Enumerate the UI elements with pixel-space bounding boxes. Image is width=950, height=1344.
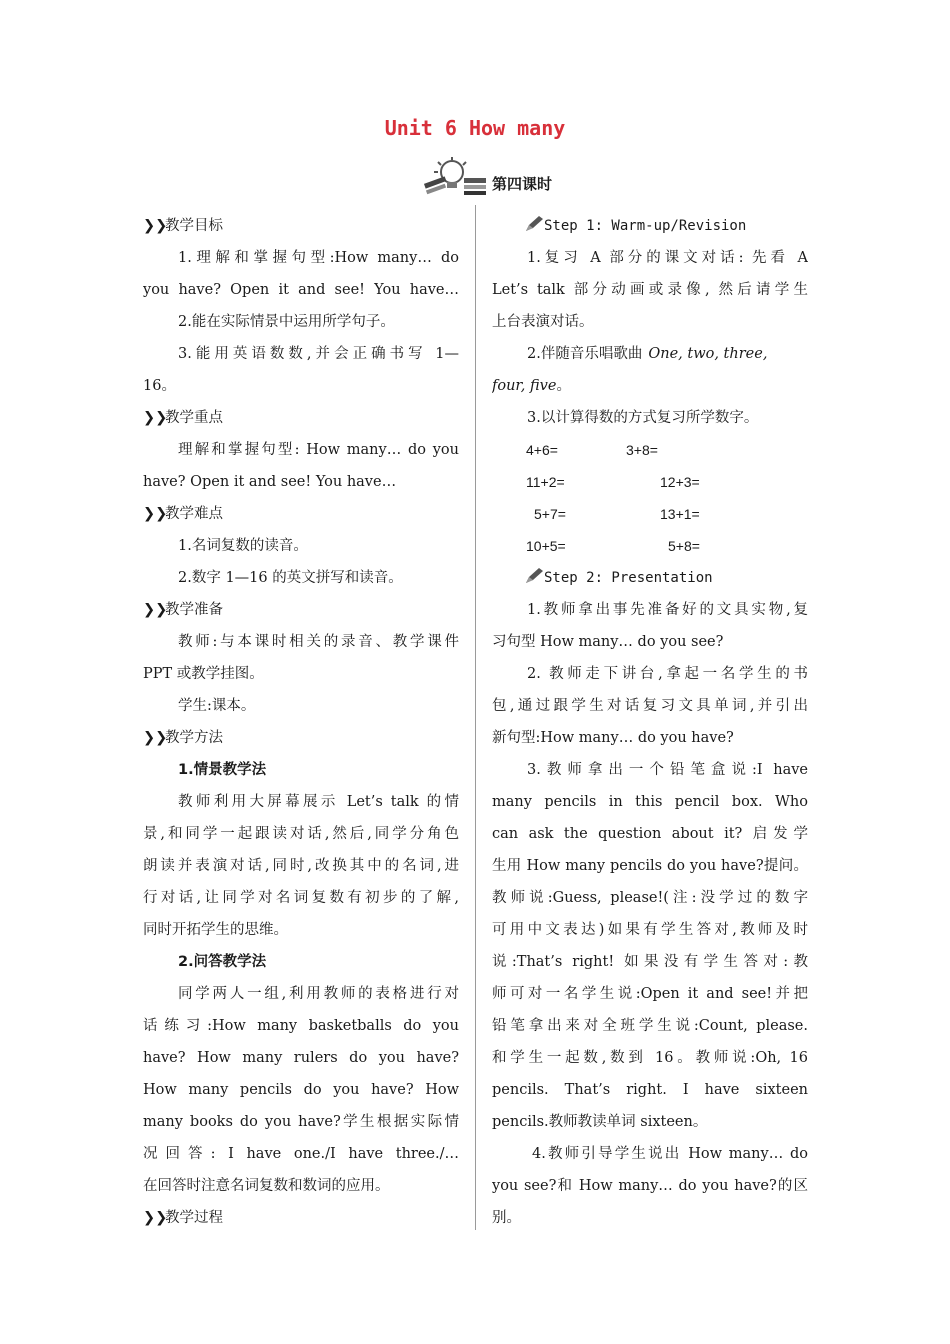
method-1-text: 行对话,让同学对名词复数有初步的了解, [143,890,459,906]
step-2-text: 和学生一起数,数到 16。教师说:Oh, 16 [492,1050,808,1066]
step-2-text: 习句型 How many… do you see? [492,634,724,650]
section-heading: ❯❯教学重点 [143,402,459,434]
step-2-text: 说:That’s right! 如果没有学生答对:教 [492,954,808,970]
step-2-text: 别。 [492,1210,521,1226]
step-1-item-2a: 2.伴随音乐唱歌曲 One, two, three, [527,346,768,362]
step-2-text: 4.教师引导学生说出 How many… do [532,1146,808,1162]
step-2-text: 生用 How many pencils do you have?提问。 [492,858,808,874]
key-point-a: 理解和掌握句型: How many… do you [178,442,459,458]
prep-student: 学生:课本。 [178,698,256,714]
step-2-text: pencils. That’s right. I have sixteen [492,1082,808,1098]
math-row: 11+2= 12+3= [526,474,700,490]
pencil-icon [524,567,544,585]
step-2-text: 可用中文表达)如果有学生答对,教师及时 [492,922,808,938]
step-2-text: 新句型:How many… do you have? [492,730,734,746]
math-row: 10+5= 5+8= [526,538,700,554]
goal-3a: 3.能用英语数数,并会正确书写 1— [178,346,459,362]
goal-1a: 1.理解和掌握句型:How many… do [178,250,459,266]
prep-teacher-a: 教师:与本课时相关的录音、教学课件 [178,634,459,650]
step-1-item-1c: 上台表演对话。 [492,314,594,330]
section-heading: ❯❯教学难点 [143,498,459,530]
step-2-text: pencils.教师教读单词 sixteen。 [492,1114,708,1130]
difficulty-2: 2.数字 1—16 的英文拼写和读音。 [178,570,403,586]
lightbulb-books-icon [420,156,490,196]
method-1-text: 教师利用大屏幕展示 Let’s talk 的情 [178,794,459,810]
step-2-text: 包,通过跟学生对话复习文具单词,并引出 [492,698,808,714]
step-2-text: you see?和 How many… do you have?的区 [492,1178,808,1194]
double-chevron-icon: ❯❯ [143,1210,168,1226]
step-2-text: many pencils in this pencil box. Who [492,794,808,810]
step-1-item-2b: four, five。 [492,378,571,394]
step-1-item-1b: Let’s talk 部分动画或录像, 然后请学生 [492,282,808,298]
method-2-text: 况回答: I have one./I have three./… [143,1146,459,1162]
step-2-text: 2. 教师走下讲台,拿起一名学生的书 [527,666,808,682]
key-point-b: have? Open it and see! You have… [143,474,397,490]
goal-1b: you have? Open it and see! You have… [143,282,459,298]
step-1-heading: Step 1: Warm-up/Revision [492,210,808,242]
right-column [492,210,808,1234]
section-heading: ❯❯教学准备 [143,594,459,626]
method-2-text: have? How many rulers do you have? [143,1050,459,1066]
method-1-text: 景,和同学一起跟读对话,然后,同学分角色 [143,826,459,842]
section-heading: ❯❯教学方法 [143,722,459,754]
double-chevron-icon: ❯❯ [143,410,168,426]
left-column [143,210,459,1234]
goal-2: 2.能在实际情景中运用所学句子。 [178,314,395,330]
double-chevron-icon: ❯❯ [143,602,168,618]
method-1-text: 朗读并表演对话,同时,改换其中的名词,进 [143,858,459,874]
column-divider [475,205,476,1230]
step-1-item-1a: 1.复习 A 部分的课文对话: 先看 A [527,250,808,266]
math-exercises [492,434,808,562]
method-1-text: 同时开拓学生的思维。 [143,922,288,938]
method-2-title: 2.问答教学法 [178,954,267,970]
page-title: Unit 6 How many [384,116,566,140]
step-2-heading: Step 2: Presentation [492,562,808,594]
method-2-text: How many pencils do you have? How [143,1082,459,1098]
method-2-text: 同学两人一组,利用教师的表格进行对 [178,986,459,1002]
difficulty-1: 1.名词复数的读音。 [178,538,308,554]
method-2-text: many books do you have?学生根据实际情 [143,1114,459,1130]
method-2-text: 在回答时注意名词复数和数词的应用。 [143,1178,390,1194]
method-1-title: 1.情景教学法 [178,762,267,778]
section-heading: ❯❯教学目标 [143,210,459,242]
song-title: One, two, three, [648,346,768,362]
method-2-text: 话练习:How many basketballs do you [143,1018,459,1034]
math-row: 5+7= 13+1= [534,506,700,522]
step-1-item-3: 3.以计算得数的方式复习所学数字。 [527,410,759,426]
double-chevron-icon: ❯❯ [143,730,168,746]
math-row: 4+6= 3+8= [526,442,658,458]
step-2-text: 教师说:Guess, please!(注:没学过的数字 [492,890,808,906]
step-2-text: 师可对一名学生说:Open it and see!并把 [492,986,808,1002]
step-2-text: 1.教师拿出事先准备好的文具实物,复 [527,602,808,618]
step-2-text: 3.教师拿出一个铅笔盒说:I have [527,762,808,778]
prep-teacher-b: PPT 或教学挂图。 [143,666,264,682]
lesson-header [420,156,552,196]
lesson-label: 第四课时 [492,175,553,193]
step-2-text: can ask the question about it? 启发学 [492,826,808,842]
step-2-text: 铅笔拿出来对全班学生说:Count, please. [492,1018,808,1034]
double-chevron-icon: ❯❯ [143,218,168,234]
section-heading: ❯❯教学过程 [143,1202,459,1234]
pencil-icon [524,215,544,233]
goal-3b: 16。 [143,378,176,394]
double-chevron-icon: ❯❯ [143,506,168,522]
song-title: four, five [492,378,557,394]
